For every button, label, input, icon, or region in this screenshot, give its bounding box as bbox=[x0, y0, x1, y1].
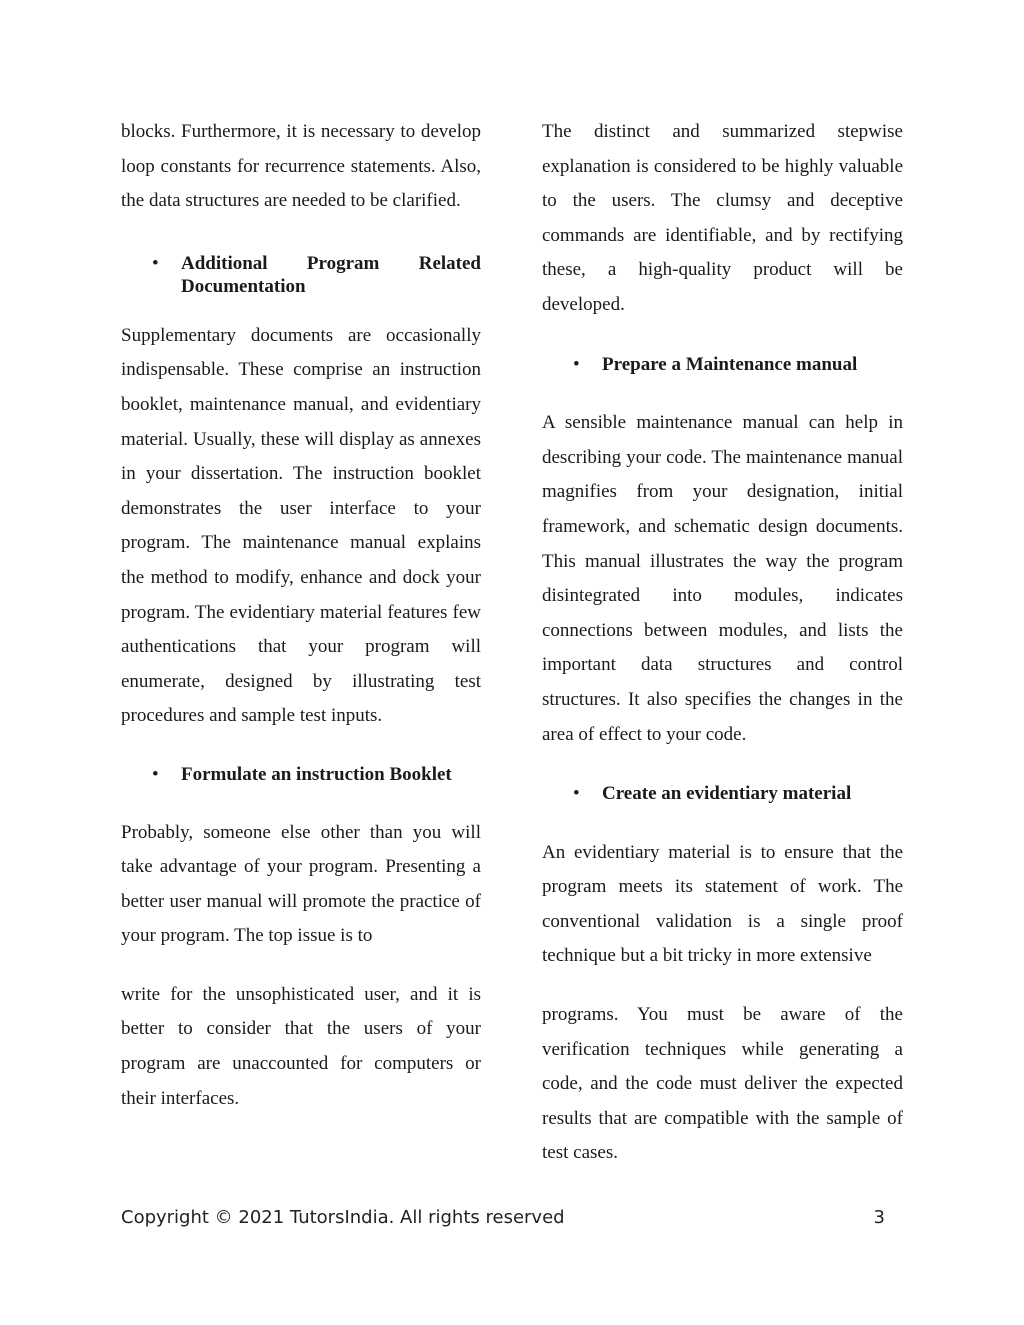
heading-text: Prepare a Maintenance manual bbox=[602, 353, 858, 375]
heading-additional-program-documentation bbox=[121, 252, 481, 298]
right-column bbox=[542, 115, 903, 1171]
heading-instruction-booklet bbox=[121, 758, 481, 793]
bullet-icon: • bbox=[152, 763, 159, 785]
paragraph-supplementary-documents: Supplementary documents are occasionally indispensable. These comprise an instruction booklet, maintenance manual, and evidentiary material. Usually, these will display as annexes in your dissertation. The instruction booklet demonstrates the user interface to your program. The maintenance manual explains the method to modify, enhance and dock your program. The evidentiary material features few authentications that your program will enumerate, designed by illustrating test procedures and sample test inputs. bbox=[121, 324, 481, 727]
heading-text: Create an evidentiary material bbox=[602, 783, 852, 805]
paragraph-unsophisticated-user: write for the unsophisticated user, and it is better to consider that the users of your program are unaccounted for computers or their interfaces. bbox=[121, 983, 481, 1109]
copyright-text: Copyright © 2021 TutorsIndia. All rights reserved bbox=[121, 1207, 565, 1228]
paragraph-blocks: blocks. Furthermore, it is necessary to develop loop constants for recurrence statements. Also, the data structures are needed to be clarified. bbox=[121, 121, 481, 212]
left-column bbox=[121, 115, 481, 1116]
heading-evidentiary-material bbox=[542, 777, 903, 812]
page-footer bbox=[121, 1207, 885, 1228]
heading-text: Additional Program Related Documentation bbox=[181, 252, 481, 297]
heading-maintenance-manual bbox=[542, 348, 903, 383]
paragraph-user-manual: Probably, someone else other than you will take advantage of your program. Presenting a better user manual will promote the practice of your program. The top issue is to bbox=[121, 821, 481, 947]
bullet-icon: • bbox=[573, 783, 580, 805]
paragraph-maintenance-manual: A sensible maintenance manual can help in describing your code. The maintenance manual magnifies from your designation, initial framework, and schematic design documents. This manual illustrates the way the program disintegrated into modules, indicates connections between modules, and lists the important data structures and control structures. It also specifies the changes in the area of effect to your code. bbox=[542, 412, 903, 745]
page-number: 3 bbox=[873, 1207, 885, 1228]
heading-text: Formulate an instruction Booklet bbox=[181, 763, 452, 785]
paragraph-verification-techniques: programs. You must be aware of the verification techniques while generating a code, and the code must deliver the expected results that are compatible with the sample of test cases. bbox=[542, 1004, 903, 1164]
bullet-icon: • bbox=[573, 353, 580, 375]
paragraph-evidentiary-material: An evidentiary material is to ensure that the program meets its statement of work. The conventional validation is a single proof technique but a bit tricky in more extensive bbox=[542, 841, 903, 967]
bullet-icon: • bbox=[152, 252, 159, 274]
paragraph-stepwise-explanation: The distinct and summarized stepwise explanation is considered to be highly valuable to the users. The clumsy and deceptive commands are identifiable, and by rectifying these, a high-quality product will be developed. bbox=[542, 121, 903, 315]
